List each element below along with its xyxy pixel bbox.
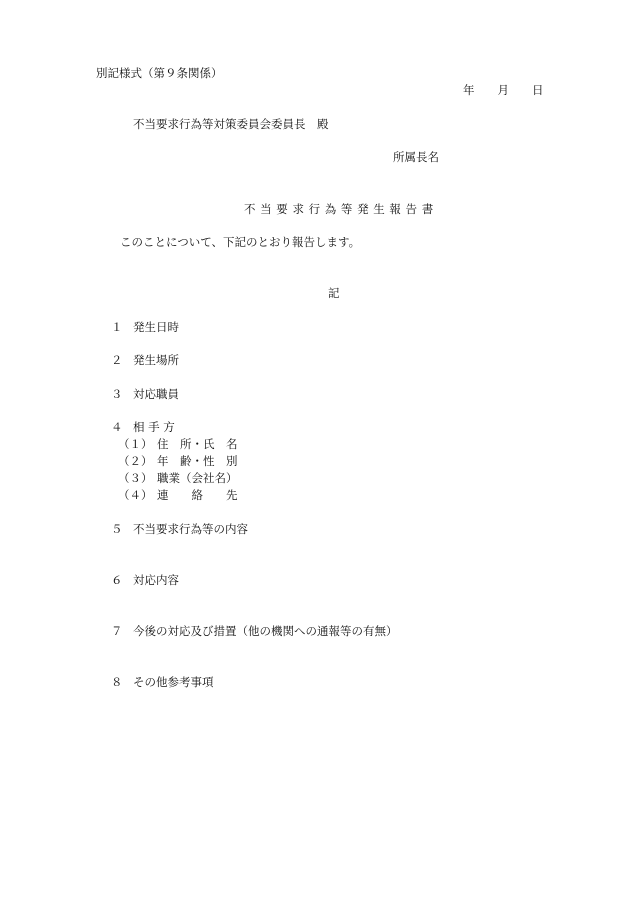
item-label: 対応職員 bbox=[133, 387, 179, 401]
item-label: 発生場所 bbox=[133, 353, 179, 367]
item-label: 今後の対応及び措置（他の機関への通報等の有無） bbox=[133, 624, 398, 638]
sub-item-label: 連 絡 先 bbox=[157, 488, 238, 502]
sub-item-number: （４） bbox=[118, 488, 153, 502]
sub-item-number: （１） bbox=[118, 437, 153, 451]
item-number: ７ bbox=[111, 624, 123, 638]
item-label: 不当要求行為等の内容 bbox=[133, 522, 248, 536]
item-number: ６ bbox=[111, 573, 123, 587]
sub-item-number: （３） bbox=[118, 471, 153, 485]
sub-item-label: 年 齢・性 別 bbox=[157, 454, 238, 468]
addressee: 不当要求行為等対策委員会委員長 殿 bbox=[133, 117, 329, 131]
sender-name: 所属長名 bbox=[393, 150, 439, 164]
ki-heading: 記 bbox=[328, 286, 340, 300]
intro-text: このことについて、下記のとおり報告します。 bbox=[120, 235, 361, 249]
item-label: 相 手 方 bbox=[133, 420, 175, 434]
item-number: ５ bbox=[111, 522, 123, 536]
item-number: ２ bbox=[111, 353, 123, 367]
item-number: ８ bbox=[111, 675, 123, 689]
sub-item-label: 住 所・氏 名 bbox=[157, 437, 238, 451]
date-field: 年 月 日 bbox=[463, 83, 544, 97]
item-number: ４ bbox=[111, 420, 123, 434]
sub-item-label: 職業（会社名） bbox=[157, 471, 238, 485]
item-number: ３ bbox=[111, 387, 123, 401]
form-label: 別記様式（第９条関係） bbox=[96, 66, 223, 80]
item-label: その他参考事項 bbox=[133, 675, 214, 689]
sub-item-number: （２） bbox=[118, 454, 153, 468]
item-number: １ bbox=[111, 320, 123, 334]
document-title: 不 当 要 求 行 為 等 発 生 報 告 書 bbox=[244, 202, 434, 216]
item-label: 発生日時 bbox=[133, 320, 179, 334]
item-label: 対応内容 bbox=[133, 573, 179, 587]
